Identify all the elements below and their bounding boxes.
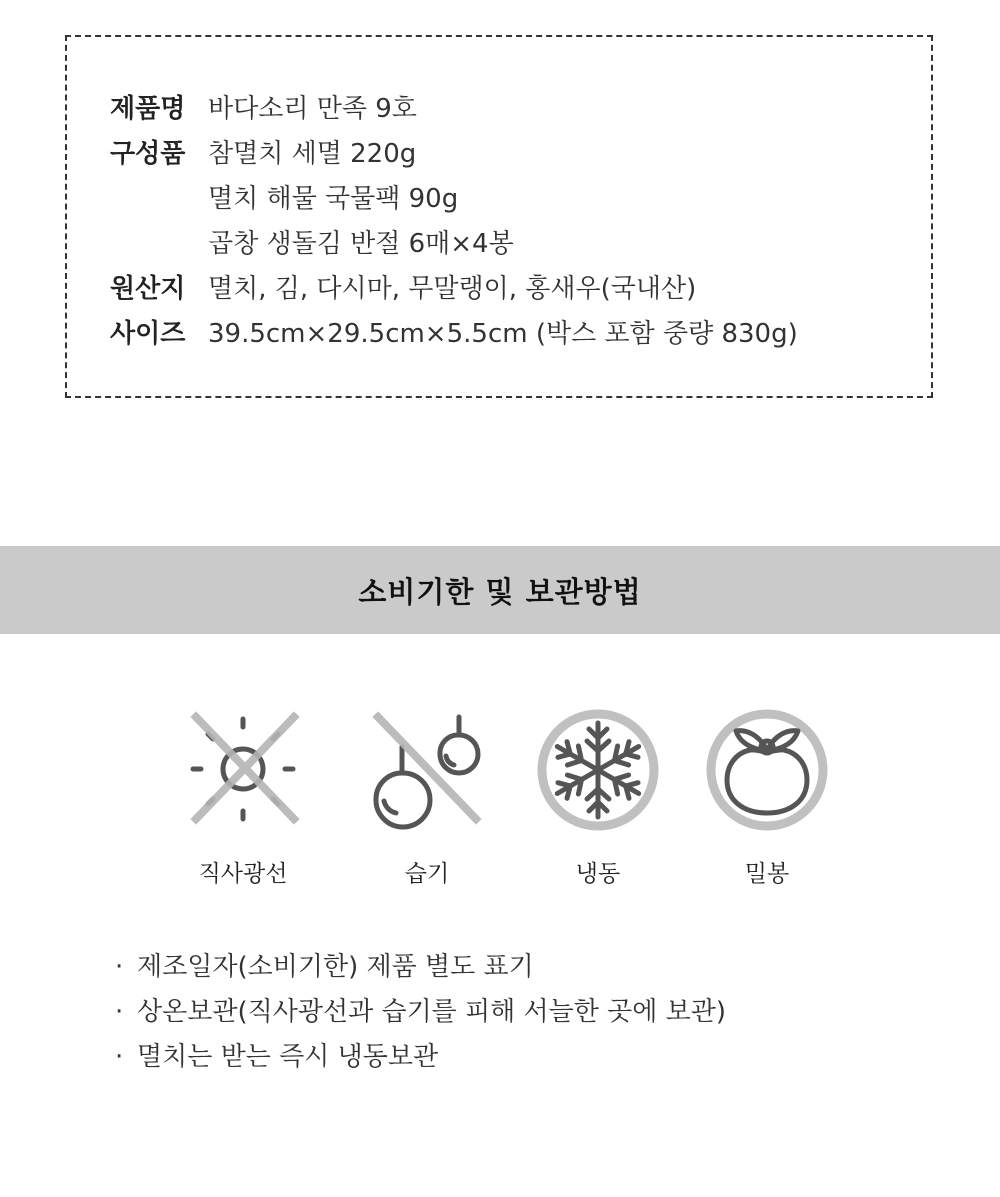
info-label: 원산지 (110, 274, 186, 304)
icon-item-freeze (533, 705, 663, 887)
icon-item-sunlight (178, 705, 308, 887)
list-item (115, 990, 726, 1035)
info-row-product-name (110, 87, 798, 132)
info-value: 멸치 해물 국물팩 90g (208, 184, 459, 214)
info-row-size (110, 312, 798, 357)
storage-notes (115, 945, 726, 1080)
icon-label: 습기 (404, 861, 450, 887)
icon-label: 냉동 (575, 861, 621, 887)
info-label: 제품명 (110, 94, 186, 124)
info-value: 멸치, 김, 다시마, 무말랭이, 홍새우(국내산) (208, 274, 697, 304)
note-text: 멸치는 받는 즉시 냉동보관 (137, 1042, 439, 1072)
info-row-components (110, 132, 798, 267)
bullet: · (115, 997, 124, 1027)
product-info-box (65, 35, 933, 398)
no-sunlight-icon (178, 705, 308, 835)
info-label: 구성품 (110, 139, 186, 169)
note-text: 제조일자(소비기한) 제품 별도 표기 (137, 952, 534, 982)
storage-banner (0, 546, 1000, 634)
list-item (115, 1035, 726, 1080)
no-humidity-icon (362, 705, 492, 835)
bullet: · (115, 952, 124, 982)
product-info-table (110, 87, 798, 357)
icon-label: 직사광선 (198, 861, 288, 887)
icon-item-sealed (702, 705, 832, 887)
note-text: 상온보관(직사광선과 습기를 피해 서늘한 곳에 보관) (137, 997, 727, 1027)
info-value: 참멸치 세멸 220g (208, 139, 417, 169)
info-value: 바다소리 만족 9호 (208, 94, 417, 124)
icon-label: 밀봉 (744, 861, 790, 887)
sealed-icon (702, 705, 832, 835)
storage-title: 소비기한 및 보관방법 (358, 574, 642, 609)
bullet: · (115, 1042, 124, 1072)
info-value: 39.5cm×29.5cm×5.5cm (박스 포함 중량 830g) (208, 319, 798, 349)
icon-item-humidity (362, 705, 492, 887)
info-label: 사이즈 (110, 319, 186, 349)
freeze-icon (533, 705, 663, 835)
info-value: 곱창 생돌김 반절 6매×4봉 (208, 229, 514, 259)
info-row-origin (110, 267, 798, 312)
list-item (115, 945, 726, 990)
